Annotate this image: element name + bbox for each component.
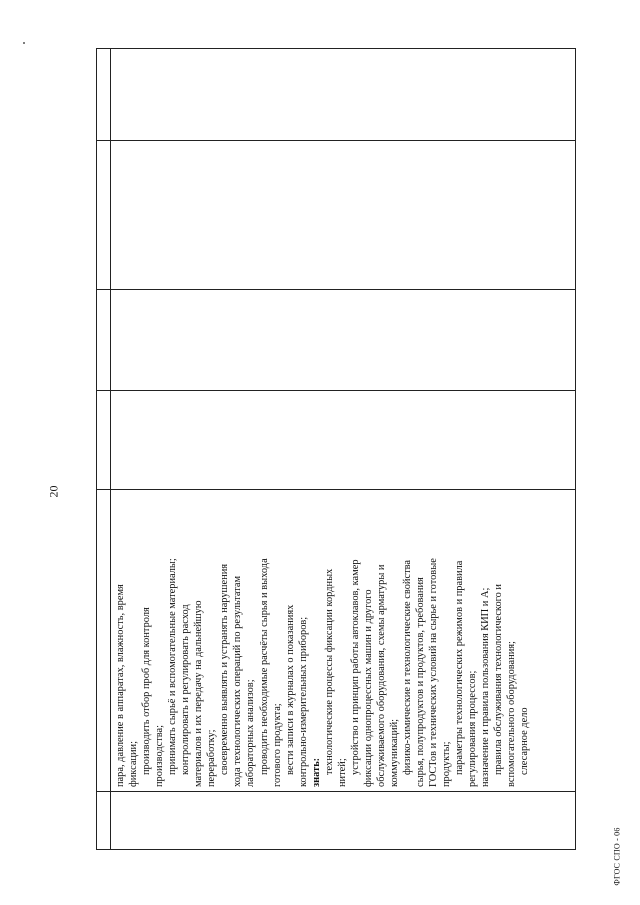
hours-cell-2 — [111, 289, 575, 390]
text-line: фиксации; — [128, 740, 140, 787]
table-body — [96, 48, 576, 850]
requirements-cell — [111, 489, 575, 791]
index-cell — [111, 791, 575, 849]
text-line: производить отбор проб для контроля — [141, 607, 153, 775]
table-top-row — [97, 49, 110, 849]
text-line: знать: — [310, 757, 322, 787]
top-cell-4 — [97, 289, 110, 390]
text-line: физико-химические и технологические свойства — [402, 559, 414, 775]
top-cell-2 — [97, 489, 110, 791]
text-line: параметры технологических режимов и правила — [454, 560, 466, 775]
text-line: своевременно выявлять и устранять нарушения — [219, 563, 231, 775]
text-line: коммуникаций; — [388, 718, 400, 787]
text-line: вспомогательного оборудования; — [506, 641, 518, 787]
text-line: готового продукта; — [271, 703, 283, 787]
rotated-table — [96, 48, 576, 850]
top-cell-6 — [97, 49, 110, 140]
text-line: переработку; — [206, 729, 218, 787]
text-line: регулирования процессов; — [467, 670, 479, 787]
text-line: материалов и их передачу на дальнейшую — [193, 600, 205, 787]
requirements-text — [111, 490, 532, 791]
top-cell-5 — [97, 140, 110, 289]
text-line: вести записи в журналах о показаниях — [284, 604, 296, 775]
text-line: сырья, полупродуктов и продуктов, требования — [415, 577, 427, 787]
text-line: назначение и правила пользования КИП и А; — [480, 587, 492, 787]
discipline-cell — [111, 140, 575, 289]
text-line: продукты; — [441, 741, 453, 787]
top-cell-1 — [97, 791, 110, 849]
text-line: обслуживаемого оборудования, схемы арматуры и — [375, 564, 387, 787]
top-cell-3 — [97, 390, 110, 489]
text-line: проводить необходимые расчёты сырья и выхода — [258, 558, 270, 775]
text-line: принимать сырьё и вспомогательные материалы; — [167, 558, 179, 775]
hours-cell-1 — [111, 390, 575, 489]
text-line: хода технологических операций по результатам — [232, 575, 244, 787]
text-line: слесарное дело — [519, 707, 531, 775]
text-line: контрольно-измерительных приборов; — [297, 616, 309, 787]
page-number: 20 — [46, 485, 61, 498]
text-line: нитей; — [336, 758, 348, 787]
competency-cell — [111, 49, 575, 140]
footer-code: ФГОС СПО - 06 — [612, 827, 622, 886]
text-line: лабораторных анализов; — [245, 679, 257, 787]
scan-speck — [23, 42, 25, 44]
text-line: фиксации однопроцессных машин и другого — [362, 589, 374, 787]
text-line: производства; — [154, 724, 166, 787]
text-line: устройство и принцип работы автоклавов, камер — [349, 559, 361, 775]
text-line: технологические процессы фиксации кордных — [323, 568, 335, 775]
text-line: контролировать и регулировать расход — [180, 604, 192, 775]
text-line: правила обслуживания технологического и — [493, 584, 505, 775]
text-line: пара, давление в аппаратах, влажность, время — [115, 584, 126, 787]
table-content-row — [110, 49, 575, 849]
text-line: ГОСТов и технических условий на сырье и готовые — [428, 558, 440, 787]
